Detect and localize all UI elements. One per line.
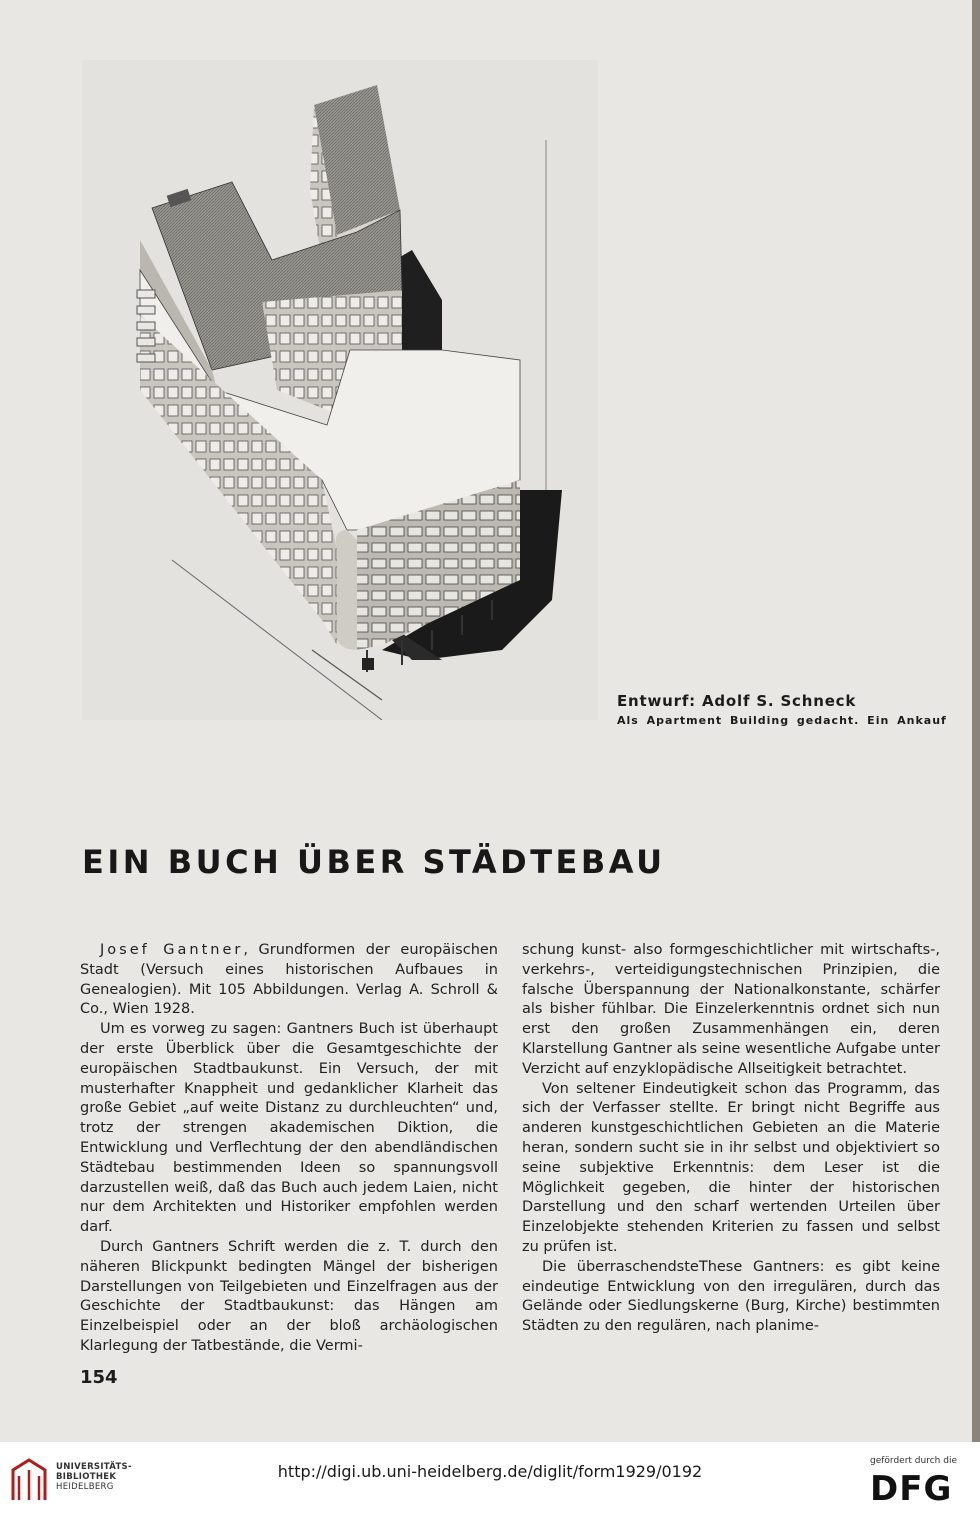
building-illustration: [82, 60, 598, 720]
article-title: EIN BUCH ÜBER STÄDTEBAU: [82, 843, 666, 881]
text-column-left: [80, 941, 498, 1357]
funding-label: gefördert durch die: [870, 1456, 957, 1466]
caption-title: Entwurf: Adolf S. Schneck: [617, 692, 857, 710]
paragraph: schung kunst- also formgeschichtlicher mit wirtschafts-, verkehrs-, verteidigungstechnischen Prinzipien, die falsche Überspannung der Nationalkonstante, schärfer als bisher fühlbar. Die Einzelerkenntnis ordnet sich nun erst den großen Zusammenhängen ein, deren Klarstellung Gantner als seine wesentliche Aufgabe unter Verzicht auf enzyklopädische Allseitigkeit betrachtet.: [522, 942, 940, 1077]
author-name: Josef Gantner: [100, 942, 244, 958]
paragraph: [80, 941, 498, 1020]
paragraph: Von seltener Eindeutigkeit schon das Programm, das sich der Verfasser stellte. Er bringt nicht Begriffe aus anderen kunstgeschichtlichen Gebieten an die Materie heran, sondern sucht sie in ihr selbst und objektiviert so seine subjektive Erkenntnis: dem Leser ist die Möglichkeit gegeben, die hinter der historischen Darstellung und den scharf wertenden Urteilen über Einzelobjekte stehenden Kriterien zu fassen und selbst zu prüfen ist.: [522, 1080, 940, 1255]
paragraph: Um es vorweg zu sagen: Gantners Buch ist überhaupt der erste Überblick über die Gesamtgeschichte der europäischen Stadtbaukunst. Ein Versuch, der mit musterhafter Knappheit und gedanklicher Klarheit das große Gebiet „auf weite Distanz zu durchleuchten“ und, trotz der strengen akademischen Diktion, die Entwicklung und Verflechtung der den abendländischen Städtebau bestimmenden Ideen so spannungsvoll darzustellen weiß, daß das Buch auch jedem Laien, nicht nur dem Architekten und Historiker empfohlen werden darf.: [80, 1021, 498, 1236]
source-url[interactable]: http://digi.ub.uni-heidelberg.de/diglit/form1929/0192: [277, 1462, 703, 1481]
building-drawing: [82, 60, 598, 720]
dfg-logo: DFG: [870, 1469, 953, 1509]
library-name: UNIVERSITÄTS- BIBLIOTHEK HEIDELBERG: [56, 1462, 132, 1492]
caption-subtitle: Als Apartment Building gedacht. Ein Ankauf: [617, 714, 947, 727]
paragraph: Durch Gantners Schrift werden die z. T. durch den näheren Blickpunkt bedingten Mängel der bisherigen Darstellungen von Teilgebieten und Einzelfragen aus der Geschichte der Stadtbaukunst: das Hängen am Einzelbeispiel oder an der bloß archäologischen Klarlegung der Tatbestände, die Vermi-: [80, 1238, 498, 1354]
page-number: 154: [80, 1367, 118, 1388]
citation-text: , Grundformen der europäischen Stadt (Versuch eines historischen Aufbaues in Genealogien). Mit 105 Abbildungen. Verlag A. Schroll & Co., Wien 1928.: [80, 942, 499, 1018]
page-edge: [972, 0, 980, 1442]
paragraph: Die überraschendsteThese Gantners: es gibt keine eindeutige Entwicklung von den irregulären, durch das Gelände oder Siedlungskerne (Burg, Kirche) bestimmten Städten zu den regulären, nach planime-: [522, 1258, 940, 1335]
text-column-right: [522, 941, 940, 1337]
